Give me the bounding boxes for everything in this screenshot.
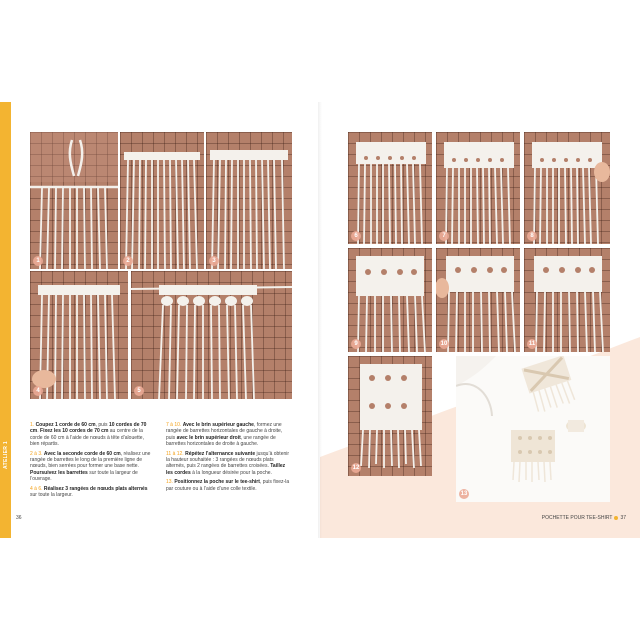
instructions-column-1 [30,422,154,501]
step-photo-2 [120,132,204,269]
step-photo-4 [30,271,128,399]
left-page-number: 36 [16,515,22,521]
cord-illustration [524,248,610,352]
step-photo-10 [436,248,520,352]
step-paragraph-6: 13. Positionnez la poche sur le tee-shirt, puis fixez-la par couture ou à l’aide d’une colle textile. [166,479,290,492]
step-photo-13 [456,356,610,502]
right-page-folio [542,515,626,521]
cord-illustration [30,132,118,269]
step-number-badge: 1 [33,256,43,266]
step-photo-9 [348,248,432,352]
step-number-badge: 7 [439,231,449,241]
right-page-number: 37 [620,515,626,521]
page-gutter [318,102,322,538]
step-photo-8 [524,132,610,244]
step-photo-12 [348,356,432,476]
step-number-badge: 10 [440,341,448,347]
step-paragraph-1: 1. Coupez 1 corde de 60 cm, puis 10 cordes de 70 cm. Fixez les 10 cordes de 70 cm au centre de la corde de 60 cm à l’aide de nœuds à tête d’alouette, bien répartis. [30,422,147,448]
step-number-badge: 4 [33,386,43,396]
step-paragraph-3: 4 à 6. Réalisez 3 rangées de nœuds plats alternés sur toute la largeur. [30,485,148,499]
cord-illustration [131,271,292,399]
step-paragraph-2: 2 à 3. Avec la seconde corde de 60 cm, réalisez une rangée de barrettes le long de la première ligne de nœuds, bien serrées pour former une base nette. Poursuivez les barrettes sur toute la largeur de l’ouvrage. [30,450,151,483]
cord-illustration [348,132,432,244]
folio-dot-icon [614,516,618,520]
step-number-badge: 13 [460,491,468,497]
chapter-side-label: ATELIER 1 [3,441,9,469]
step-number-badge: 9 [351,339,361,349]
running-title: POCHETTE POUR TEE-SHIRT [541,515,613,521]
cord-illustration [348,248,432,352]
step-photo-7 [436,132,520,244]
step-number-badge: 12 [352,465,360,471]
step-paragraph-5: 11 à 12. Répétez l’alternance suivante jusqu’à obtenir la hauteur souhaitée : 3 rangées de nœuds plats alternés, puis 2 rangées de barrettes croisées. Taillez les cordes à la longueur désirée pour la poche. [166,450,290,476]
cord-illustration [348,356,432,476]
magazine-spread [0,102,640,538]
cord-illustration [436,248,520,352]
shirt-illustration [456,356,610,502]
step-number-badge: 3 [209,256,219,266]
step-photo-3 [206,132,292,269]
step-number-badge: 2 [123,256,133,266]
step-number-badge: 6 [351,231,361,241]
step-photo-1 [30,132,118,269]
step-paragraph-4: 7 à 10. Avec le brin supérieur gauche, formez une rangée de barrettes horizontales de gauche à droite, puis avec le brin supérieur droit, une rangée de barrettes horizontales de droite à gauche. [166,422,283,448]
step-number-badge: 11 [528,341,536,347]
cord-illustration [30,271,128,399]
chapter-side-tab [0,102,11,538]
step-number-badge: 8 [527,231,537,241]
step-photo-5 [131,271,292,399]
instructions-column-2 [166,422,292,495]
cord-illustration [120,132,204,269]
step-photo-11 [524,248,610,352]
cord-illustration [206,132,292,269]
step-photo-6 [348,132,432,244]
cord-illustration [436,132,520,244]
step-number-badge: 5 [134,386,144,396]
cord-illustration [524,132,610,244]
